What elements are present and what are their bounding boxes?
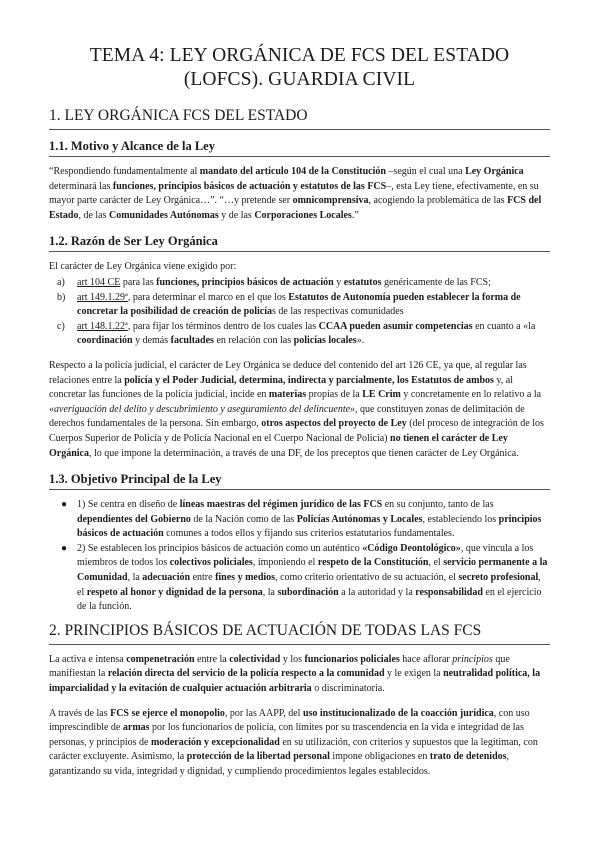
section-2-paragraph-1: La activa e intensa compenetración entre la colectividad y los funcionarios policiales hace aflorar principios que manifiestan la relación directa del servicio de la policía respecto a la comunidad y le exigen la neutralidad política, la imparcialidad y la evitación de cualquier actuación arbitraria o discriminatoria. xyxy=(49,653,541,695)
legal-basis-list xyxy=(49,276,550,349)
section-1-2-paragraph: Respecto a la policía judicial, el carácter de Ley Orgánica se deduce del contenido del art 126 CE, ya que, al regular las relaciones entre la policía y el Poder Judicial, determina, indirecta y parcialmente, los Estatutos de ambos y, al concretar las funciones de la policía judicial, incide en materias propias de la LE Crim y concretamente en lo relativo a la «averiguación del delito y descubrimiento y aseguramiento del delincuente», que constituyen zonas de delimitación de derechos fundamentales de la persona. Sin embargo, otros aspectos del proyecto de Ley (del proceso de integración de los Cuerpos Superior de Policía y de Policía Nacional en el Cuerpo Nacional de Policía) no tienen el carácter de Ley Orgánica, lo que impone la determinación, a través de una DF, de los preceptos que tienen carácter de Ley Orgánica. xyxy=(49,359,544,459)
list-item: c) art 148.1.22ª, para fijar los términos dentro de los cuales las CCAA pueden asumir competencias en cuanto a «la coordinación y demás facultades en relación con las policías locales». xyxy=(57,320,536,347)
document-title: TEMA 4: LEY ORGÁNICA DE FCS DEL ESTADO (LOFCS). GUARDIA CIVIL xyxy=(89,45,510,90)
section-1-1-paragraph: “Respondiendo fundamentalmente al mandato del artículo 104 de la Constitución –según el cual una Ley Orgánica determinará las funciones, principios básicos de actuación y estatutos de las FCS–, esta Ley tiene, efectivamente, en su mayor parte carácter de Ley Orgánica…”. “…y pretende ser omnicomprensiva, acogiendo la problemática de las FCS del Estado, de las Comunidades Autónomas y de las Corporaciones Locales.” xyxy=(49,166,542,221)
section-1-3-heading: 1.3. Objetivo Principal de la Ley xyxy=(49,471,550,490)
section-1-heading: 1. LEY ORGÁNICA FCS DEL ESTADO xyxy=(49,106,550,130)
section-2-heading: 2. PRINCIPIOS BÁSICOS DE ACTUACIÓN DE TODAS LAS FCS xyxy=(49,621,550,645)
objectives-list xyxy=(49,498,550,615)
section-1-2-intro: El carácter de Ley Orgánica viene exigido por: xyxy=(49,261,237,273)
bullet-icon: ● xyxy=(61,499,68,511)
article-link[interactable]: art 149.1.29ª xyxy=(77,291,128,303)
list-item: a) art 104 CE para las funciones, principios básicos de actuación y estatutos genéricamente de las FCS; xyxy=(57,276,491,288)
section-1-2-heading: 1.2. Razón de Ser Ley Orgánica xyxy=(49,233,550,252)
bullet-icon: ● xyxy=(61,542,68,554)
list-item: ● 2) Se establecen los principios básicos de actuación como un auténtico «Código Deontológico», que vincula a los miembros de todos los colectivos policiales, imponiendo el respeto de la Constitución, el servicio permanente a la Comunidad, la adecuación entre fines y medios, como criterio orientativo de su actuación, el secreto profesional, el respeto al honor y dignidad de la persona, la subordinación a la autoridad y la responsabilidad en el ejercicio de la función. xyxy=(61,542,548,613)
list-item: ● 1) Se centra en diseño de líneas maestras del régimen jurídico de las FCS en su conjunto, tanto de las dependientes del Gobierno de la Nación como de las Policías Autónomas y Locales, estableciendo los principios básicos de actuación comunes a todos ellos y fijando sus criterios estatutarios fundamentales. xyxy=(61,499,542,540)
article-link[interactable]: art 148.1.22ª xyxy=(77,320,128,332)
section-2-paragraph-2: A través de las FCS se ejerce el monopolio, por las AAPP, del uso institucionalizado de la coacción jurídica, con uso imprescindible de armas por los funcionarios de policía, con límites por su trascendencia en la vida e integridad de las personas, y principios de moderación y excepcionalidad en su utilización, con criterios y supuestos que la legitiman, con carácter excluyente. Asimismo, la protección de la libertad personal impone obligaciones en trato de detenidos, garantizando su vida, integridad y dignidad, y cumpliendo procedimientos legales establecidos. xyxy=(49,707,538,777)
list-item: b) art 149.1.29ª, para determinar el marco en el que los Estatutos de Autonomía pueden establecer la forma de concretar la posibilidad de creación de policías de las respectivas comunidades xyxy=(57,291,521,318)
section-1-1-heading: 1.1. Motivo y Alcance de la Ley xyxy=(49,138,550,157)
article-link[interactable]: art 104 CE xyxy=(77,276,121,288)
